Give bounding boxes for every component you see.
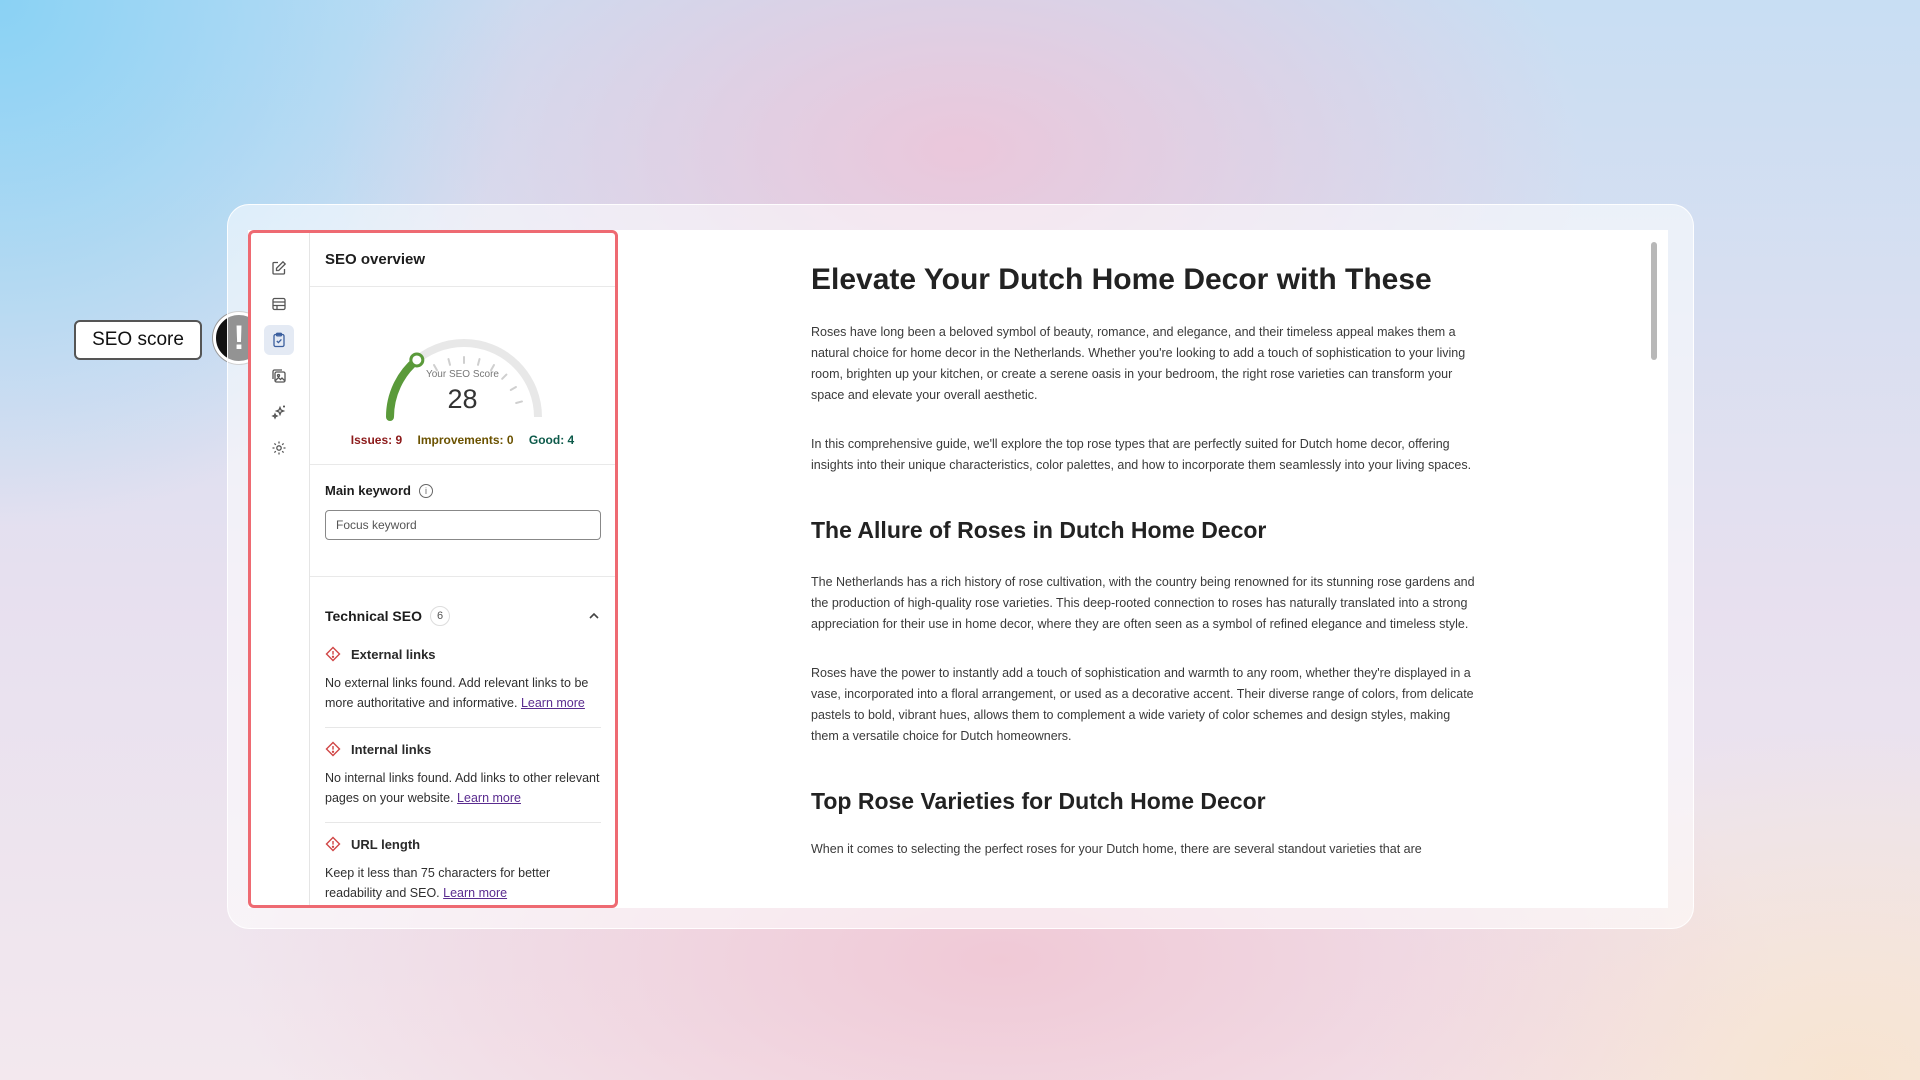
main-keyword-label	[325, 483, 601, 498]
check-title: External links	[351, 646, 436, 662]
article-content[interactable]	[811, 230, 1481, 908]
check-item-external-links	[325, 633, 601, 728]
check-text: No external links found. Add relevant links to be more authoritative and informative.	[325, 676, 589, 710]
article-paragraph: The Netherlands has a rich history of rose cultivation, with the country being renowned for its stunning rose gardens and the production of high-quality rose varieties. This deep-rooted connection to roses has naturally translated into a strong appreciation for their use in home decor, where they are often seen as a symbol of refined elegance and timeless style.	[811, 575, 1475, 631]
learn-more-link[interactable]: Learn more	[443, 886, 508, 900]
check-title: Internal links	[351, 741, 432, 757]
info-icon[interactable]: i	[419, 484, 433, 498]
issues-count[interactable]: Issues: 9	[350, 433, 403, 447]
gauge-knob	[411, 354, 423, 366]
warning-diamond-icon	[325, 646, 341, 662]
scrollbar-thumb[interactable]	[1651, 242, 1657, 360]
warning-diamond-icon	[325, 836, 341, 852]
technical-seo-count-badge: 6	[430, 606, 450, 626]
check-text: No internal links found. Add links to other relevant pages on your website.	[325, 771, 600, 805]
seo-overview-title: SEO overview	[310, 233, 615, 287]
editor-window	[248, 230, 1668, 908]
seo-score-value: 28	[447, 384, 478, 414]
clipboard-check-icon[interactable]	[264, 325, 294, 355]
warning-diamond-icon	[325, 741, 341, 757]
main-keyword-text: Main keyword	[325, 483, 411, 498]
main-keyword-section	[310, 465, 615, 577]
score-legend	[310, 433, 615, 447]
check-item-internal-links	[325, 728, 601, 823]
good-count[interactable]: Good: 4	[528, 433, 575, 447]
check-title: URL length	[351, 836, 421, 852]
images-icon[interactable]	[264, 361, 294, 391]
seo-score-callout: SEO score	[74, 320, 202, 360]
gauge-tick	[448, 359, 450, 365]
technical-seo-list	[310, 633, 615, 908]
layout-icon[interactable]	[264, 289, 294, 319]
article-paragraph: Roses have long been a beloved symbol of beauty, romance, and elegance, and their timeless appeal makes them a natural choice for home decor in the Netherlands. Whether you're looking to add a touch of sophistication to your living room, brighten up your kitchen, or create a serene oasis in your bedroom, the right rose varieties can transform your space and elevate your overall aesthetic.	[811, 325, 1466, 402]
gauge-tick	[478, 359, 480, 365]
focus-keyword-input[interactable]	[325, 510, 601, 540]
technical-seo-title: Technical SEO	[325, 608, 422, 624]
check-item-url-length	[325, 823, 601, 908]
chevron-up-icon[interactable]	[587, 609, 601, 623]
gear-icon[interactable]	[264, 433, 294, 463]
icon-rail	[251, 233, 310, 905]
seo-overview-panel	[310, 233, 615, 905]
technical-seo-header[interactable]	[310, 577, 615, 633]
article-heading: The Allure of Roses in Dutch Home Decor	[811, 517, 1267, 543]
check-text: Keep it less than 75 characters for better readability and SEO.	[325, 866, 551, 900]
seo-score-gauge	[310, 287, 615, 465]
learn-more-link[interactable]: Learn more	[457, 791, 521, 805]
sparkles-icon[interactable]	[264, 397, 294, 427]
article-paragraph: Roses have the power to instantly add a touch of sophistication and warmth to any room, whether they're displayed in a vase, incorporated into a floral arrangement, or used as a decorative accent. Their diverse range of colors, from delicate pastels to bold, vibrant hues, allows them to complement a wide variety of color schemes and design styles, making them a versatile choice for Dutch homeowners.	[811, 666, 1474, 743]
seo-sidebar-highlight	[248, 230, 618, 908]
article-heading: Top Rose Varieties for Dutch Home Decor	[811, 788, 1266, 814]
article-title: Elevate Your Dutch Home Decor with These	[811, 263, 1432, 296]
article-paragraph: In this comprehensive guide, we'll explore the top rose types that are perfectly suited for Dutch home decor, offering insights into their unique characteristics, color palettes, and how to incorporate them seamlessly into your living spaces.	[811, 437, 1472, 472]
scrollbar[interactable]	[1650, 234, 1658, 904]
improvements-count[interactable]: Improvements: 0	[417, 433, 514, 447]
edit-icon[interactable]	[264, 253, 294, 283]
seo-score-caption: Your SEO Score	[425, 369, 499, 380]
learn-more-link[interactable]: Learn more	[520, 696, 585, 710]
article-paragraph: When it comes to selecting the perfect roses for your Dutch home, there are several standout varieties that are	[811, 842, 1422, 856]
